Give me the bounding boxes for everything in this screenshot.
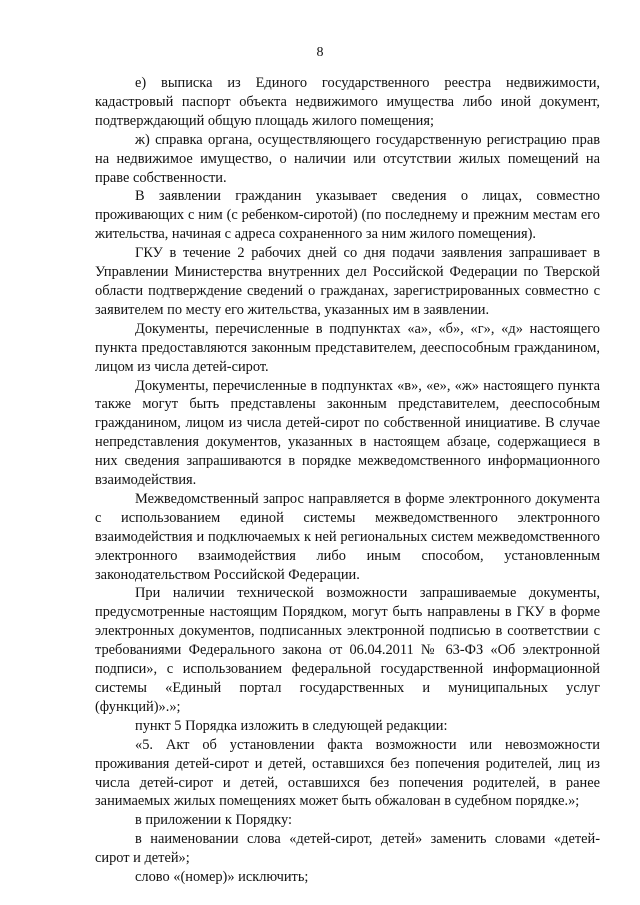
paragraph-documents-optional: Документы, перечисленные в подпунктах «в», «е», «ж» настоящего пункта также могут быть представлены законным представителем, дееспособным гражданином, лицом из числа детей-сирот по собственной инициативе. В случае непредставления документов, указанных в настоящем абзаце, содержащиеся в них сведения запрашиваются в порядке межведомственного информационного взаимодействия. bbox=[95, 377, 600, 489]
document-body bbox=[95, 74, 600, 887]
paragraph-point-5-text: «5. Акт об установлении факта возможности или невозможности проживания детей-сирот и детей, оставшихся без попечения родителей, лиц из числа детей-сирот и детей, оставшихся без попечения родителей, в ранее занимаемых жилых помещениях может быть обжалован в судебном порядке.»; bbox=[95, 736, 600, 810]
paragraph-point-5-intro: пункт 5 Порядка изложить в следующей редакции: bbox=[135, 717, 448, 734]
paragraph-documents-provided: Документы, перечисленные в подпунктах «а», «б», «г», «д» настоящего пункта предоставляются законным представителем, дееспособным гражданином, лицом из числа детей-сирот. bbox=[95, 320, 600, 375]
paragraph-title-change: в наименовании слова «детей-сирот, детей» заменить словами «детей-сирот и детей»; bbox=[95, 831, 600, 867]
paragraph-subitem-e: е) выписка из Единого государственного реестра недвижимости, кадастровый паспорт объекта недвижимого имущества либо иной документ, подтверждающий общую площадь жилого помещения; bbox=[95, 75, 600, 129]
paragraph-electronic-documents: При наличии технической возможности запрашиваемые документы, предусмотренные настоящим Порядком, могут быть направлены в ГКУ в форме электронных документов, подписанных электронной подписью в соответствии с требованиями Федерального закона от 06.04.2011 № 63-ФЗ «Об электронной подписи», с использованием федеральной государственной информационной системы «Единый портал государственных и муниципальных услуг (функций)».»; bbox=[95, 585, 600, 715]
paragraph-interagency-request: Межведомственный запрос направляется в форме электронного документа с использованием единой системы межведомственного электронного взаимодействия и подключаемых к ней региональных систем межведомственного электронного взаимодействия либо иным способом, установленным законодательством Российской Федерации. bbox=[95, 490, 600, 583]
paragraph-appendix-intro: в приложении к Порядку: bbox=[135, 812, 292, 829]
paragraph-gku-request: ГКУ в течение 2 рабочих дней со дня подачи заявления запрашивает в Управлении Министерства внутренних дел Российской Федерации по Тверской области подтверждение сведений о гражданах, зарегистрированных совместно с заявителем по месту его жительства, указанных им в заявлении. bbox=[95, 245, 600, 318]
paragraph-subitem-zh: ж) справка органа, осуществляющего государственную регистрацию прав на недвижимое имущество, о наличии или отсутствии жилых помещений на праве собственности. bbox=[95, 131, 600, 186]
page-number: 8 bbox=[316, 45, 324, 60]
paragraph-word-removal: слово «(номер)» исключить; bbox=[135, 869, 309, 886]
paragraph-application-info: В заявлении гражданин указывает сведения о лицах, совместно проживающих с ним (с ребенком-сиротой) (по последнему и прежним местам его жительства, начиная с адреса сохраненного за ним жилого помещения). bbox=[95, 188, 600, 243]
